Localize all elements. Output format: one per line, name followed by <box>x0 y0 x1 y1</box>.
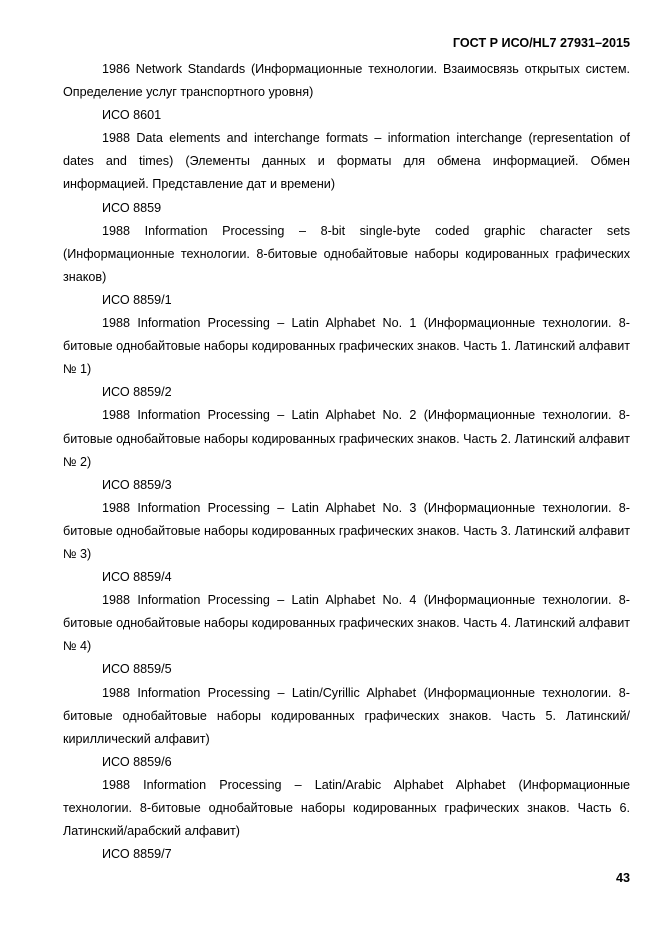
standard-description: 1986 Network Standards (Информационные технологии. Взаимосвязь открытых систем. Определение услуг транспортного уровня) <box>63 62 630 100</box>
reference-entry <box>63 289 630 381</box>
reference-entry <box>63 751 630 843</box>
reference-entry <box>63 474 630 566</box>
standard-number: ИСО 8859/2 <box>102 385 172 400</box>
standard-number: ИСО 8859/7 <box>102 847 172 862</box>
reference-entry <box>63 843 630 866</box>
document-id-header: ГОСТ Р ИСО/HL7 27931–2015 <box>452 36 630 50</box>
references-list <box>63 58 630 866</box>
standard-description: 1988 Information Processing – Latin/Arabic Alphabet Alphabet (Информационные технологии. 8-битовые однобайтовые наборы кодированных графических знаков. Часть 6. Латинский/арабский алфавит) <box>63 777 630 839</box>
standard-number: ИСО 8859/4 <box>102 570 172 585</box>
standard-description: 1988 Information Processing – 8-bit single-byte coded graphic character sets (Информационные технологии. 8-битовые однобайтовые наборы кодированных графических знаков) <box>63 223 630 284</box>
standard-description: 1988 Information Processing – Latin Alphabet No. 1 (Информационные технологии. 8-битовые однобайтовые наборы кодированных графических знаков. Часть 1. Латинский алфавит № 1) <box>63 316 630 377</box>
standard-number: ИСО 8859 <box>102 200 162 215</box>
standard-description: 1988 Information Processing – Latin Alphabet No. 3 (Информационные технологии. 8-битовые однобайтовые наборы кодированных графических знаков. Часть 3. Латинский алфавит № 3) <box>63 500 630 561</box>
standard-number: ИСО 8859/3 <box>102 477 172 492</box>
reference-entry <box>63 658 630 750</box>
reference-entry <box>63 197 630 289</box>
standard-description: 1988 Data elements and interchange formats – information interchange (representation of dates and times) (Элементы данных и форматы для обмена информацией. Обмен информацией. Представление дат и времени) <box>63 131 630 192</box>
standard-description: 1988 Information Processing – Latin/Cyrillic Alphabet (Информационные технологии. 8-битовые однобайтовые наборы кодированных графических знаков. Часть 5. Латинский/кириллический алфавит) <box>63 685 630 746</box>
standard-number: ИСО 8859/5 <box>102 662 172 677</box>
standard-number: ИСО 8601 <box>102 108 162 123</box>
standard-number: ИСО 8859/1 <box>102 292 172 307</box>
reference-entry <box>63 104 630 196</box>
reference-entry <box>63 566 630 658</box>
reference-entry <box>63 381 630 473</box>
page-number: 43 <box>615 871 630 885</box>
standard-number: ИСО 8859/6 <box>102 754 172 769</box>
reference-entry <box>63 58 630 104</box>
standard-description: 1988 Information Processing – Latin Alphabet No. 4 (Информационные технологии. 8-битовые однобайтовые наборы кодированных графических знаков. Часть 4. Латинский алфавит № 4) <box>63 593 630 654</box>
standard-description: 1988 Information Processing – Latin Alphabet No. 2 (Информационные технологии. 8-битовые однобайтовые наборы кодированных графических знаков. Часть 2. Латинский алфавит № 2) <box>63 408 630 469</box>
